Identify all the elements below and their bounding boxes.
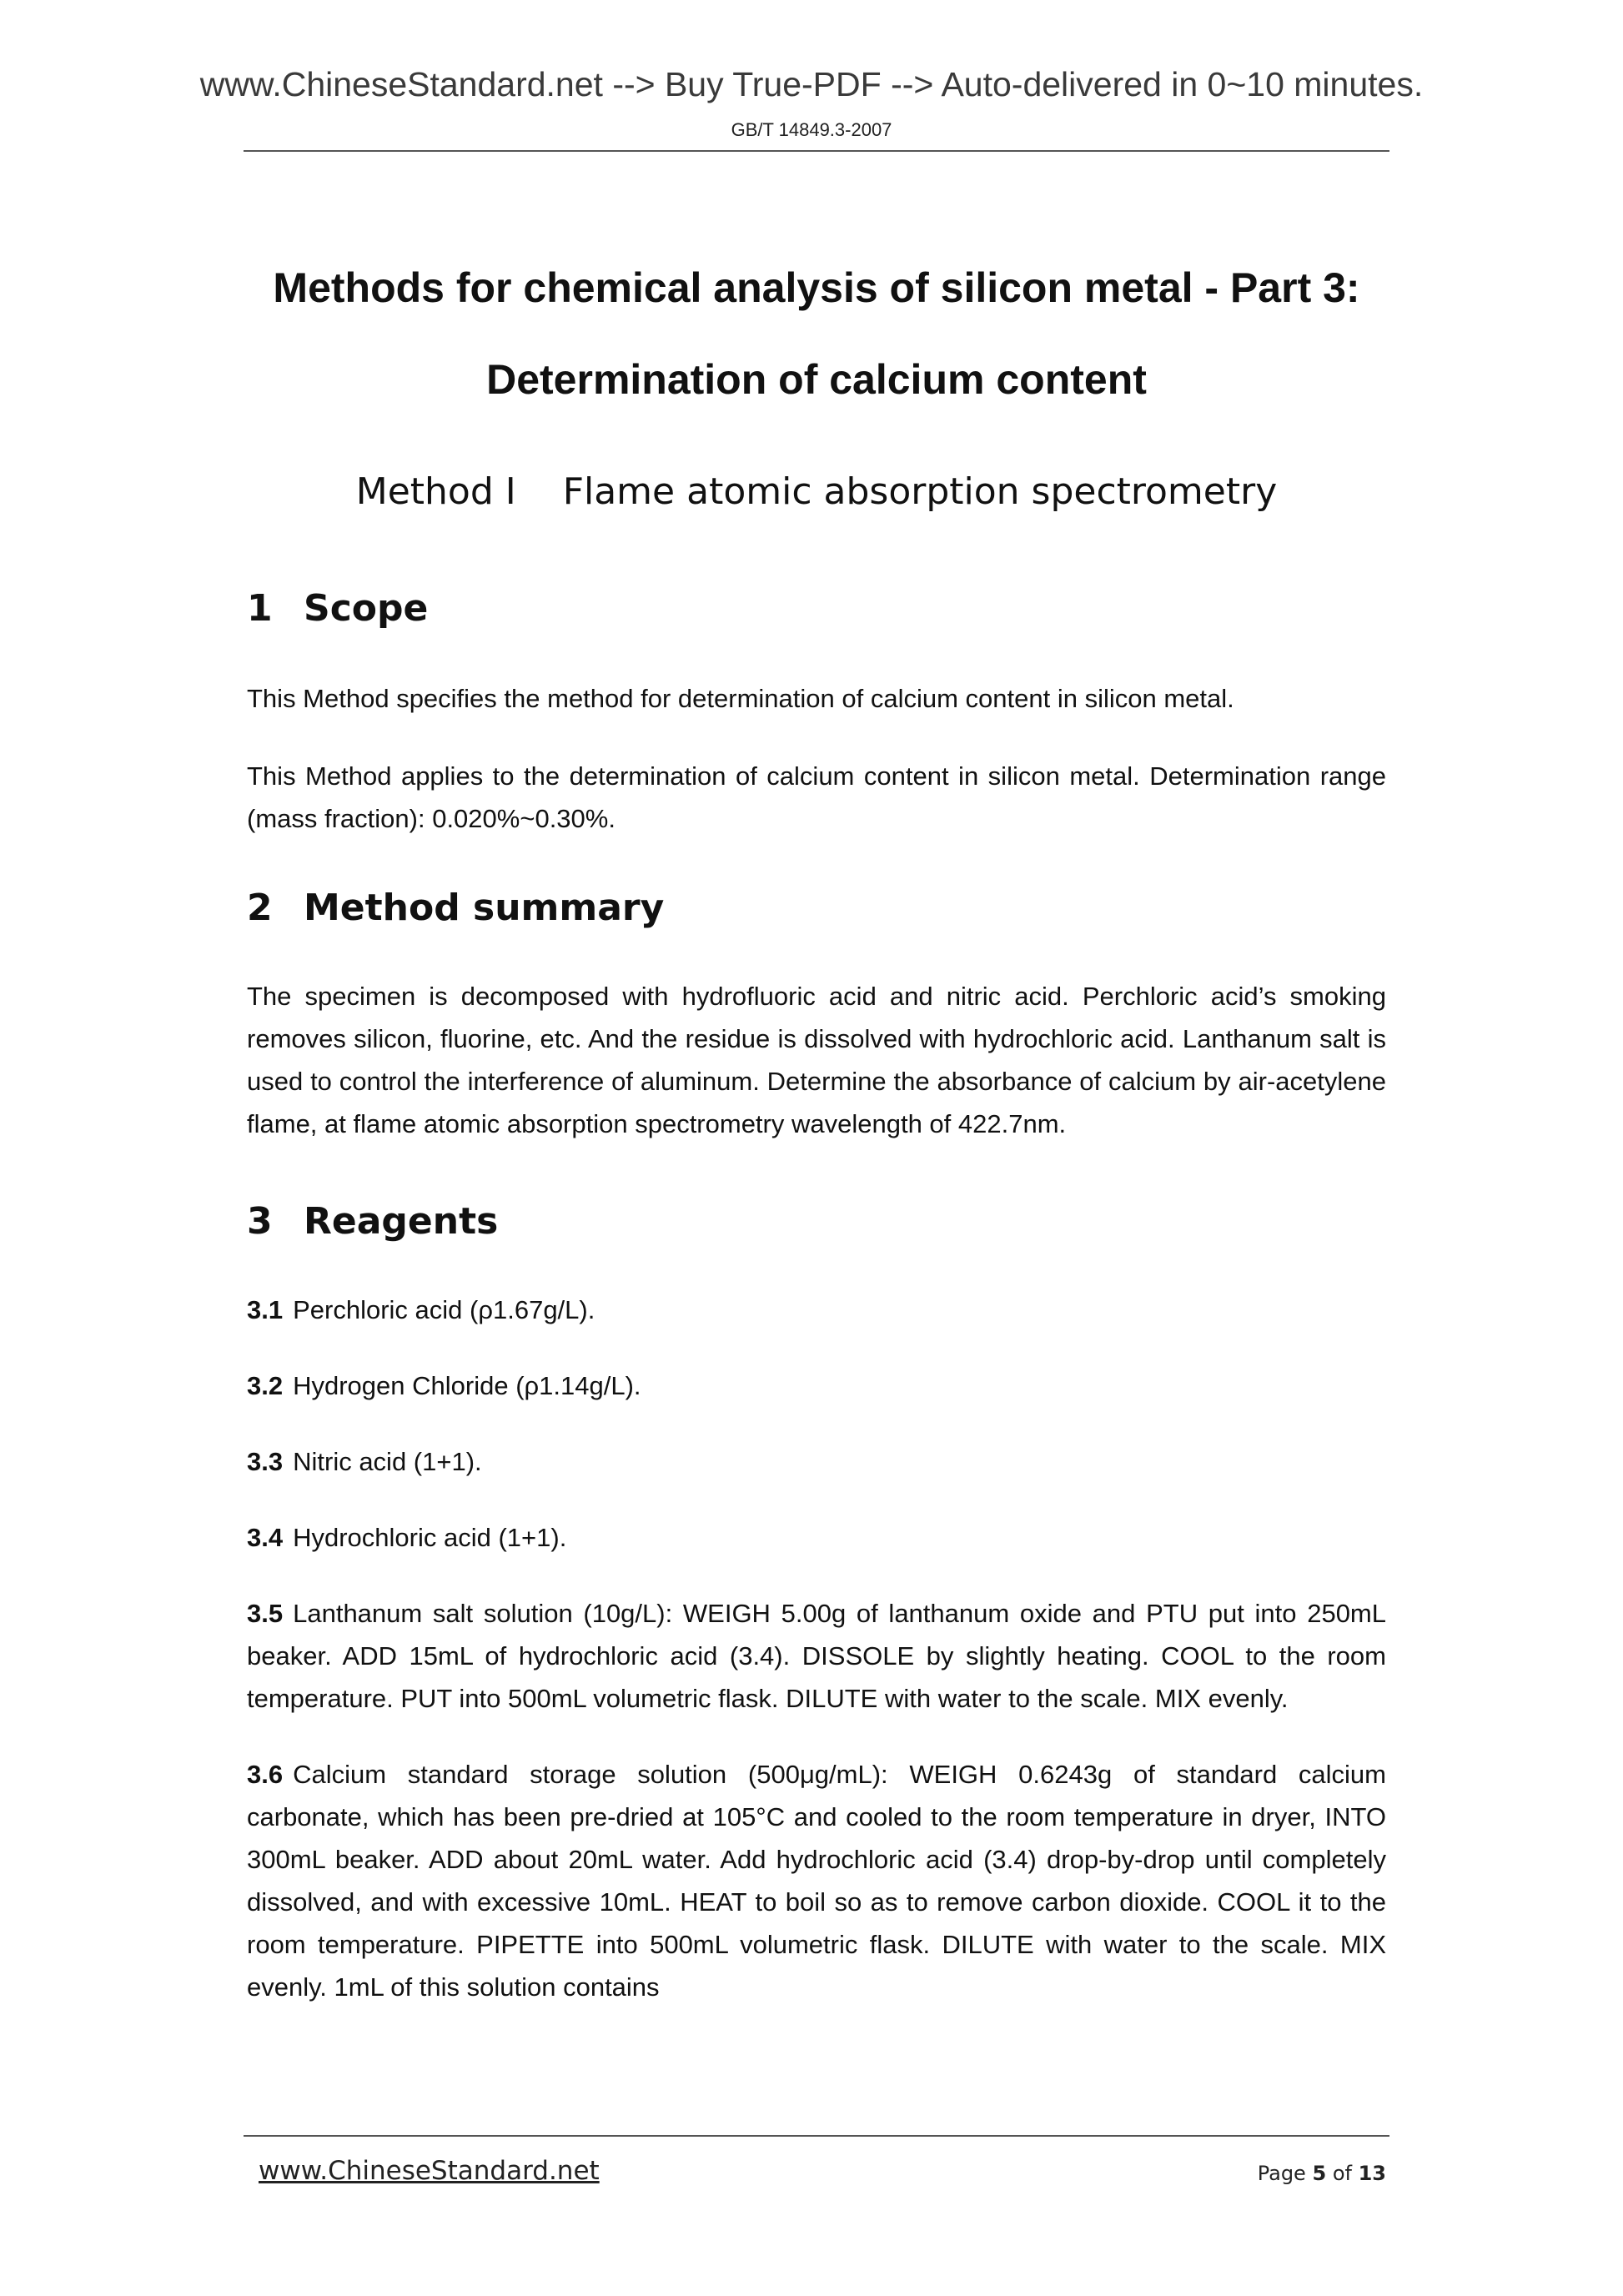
section-title: Reagents: [304, 1200, 499, 1243]
reagent-label: 3.6: [247, 1760, 284, 1789]
reagent-label: 3.1: [247, 1295, 284, 1324]
section-title: Method summary: [304, 887, 665, 929]
reagent-item: [247, 1440, 1386, 1483]
reagent-text: Hydrogen Chloride (ρ1.14g/L).: [293, 1371, 641, 1400]
document-body: [247, 242, 1386, 2008]
method-heading: [247, 467, 1386, 517]
section-reagents-heading: [247, 1197, 1386, 1247]
page-of: of: [1332, 2162, 1352, 2185]
page-word: Page: [1257, 2162, 1306, 2185]
section-number: 3: [247, 1200, 273, 1243]
reagent-item: [247, 1364, 1386, 1407]
top-banner: www.ChineseStandard.net --> Buy True-PDF --> Auto-delivered in 0~10 minutes.: [199, 65, 1424, 103]
reagent-item: [247, 1753, 1386, 2008]
summary-paragraph: The specimen is decomposed with hydrofluoric acid and nitric acid. Perchloric acid’s smoking removes silicon, fluorine, etc. And the residue is dissolved with hydrochloric acid. Lanthanum salt is used to control the interference of aluminum. Determine the absorbance of calcium by air-acetylene flame, at flame atomic absorption spectrometry wavelength of 422.7nm.: [247, 982, 1386, 1138]
document-title: [247, 242, 1386, 425]
reagent-text: Lanthanum salt solution (10g/L): WEIGH 5.00g of lanthanum oxide and PTU put into 250mL beaker. ADD 15mL of hydrochloric acid (3.4). DISSOLE by slightly heating. COOL to the room temperature. PUT into 500mL volumetric flask. DILUTE with water to the scale. MIX evenly.: [247, 1599, 1386, 1713]
section-title: Scope: [304, 587, 429, 630]
reagent-item: [247, 1592, 1386, 1720]
reagent-text: Nitric acid (1+1).: [293, 1447, 482, 1476]
method-number: Method I: [355, 470, 516, 513]
page-number: [1258, 2162, 1386, 2185]
standard-code: GB/T 14849.3-2007: [731, 119, 892, 140]
reagent-text: Calcium standard storage solution (500μg/mL): WEIGH 0.6243g of standard calcium carbonate, which has been pre-dried at 105°C and cooled to the room temperature in dryer, INTO 300mL beaker. ADD about 20mL water. Add hydrochloric acid (3.4) drop-by-drop until completely dissolved, and with excessive 10mL. HEAT to boil so as to remove carbon dioxide. COOL it to the room temperature. PIPETTE into 500mL volumetric flask. DILUTE with water to the scale. MIX evenly. 1mL of this solution contains: [247, 1760, 1386, 2002]
title-line-2: Determination of calcium content: [486, 356, 1147, 403]
reagent-item: [247, 1289, 1386, 1331]
section-scope-heading: [247, 584, 1386, 634]
reagent-label: 3.3: [247, 1447, 284, 1476]
method-name: Flame atomic absorption spectrometry: [562, 470, 1278, 513]
reagent-label: 3.5: [247, 1599, 284, 1628]
reagent-label: 3.2: [247, 1371, 284, 1400]
scope-paragraph-1: This Method specifies the method for determination of calcium content in silicon metal.: [247, 684, 1234, 713]
section-number: 2: [247, 887, 273, 929]
reagent-text: Perchloric acid (ρ1.67g/L).: [293, 1295, 595, 1324]
title-line-1: Methods for chemical analysis of silicon metal - Part 3:: [273, 264, 1360, 311]
page-current: 5: [1312, 2162, 1327, 2185]
section-summary-heading: [247, 883, 1386, 933]
reagent-item: [247, 1516, 1386, 1559]
section-number: 1: [247, 587, 273, 630]
footer-website-link[interactable]: www.ChineseStandard.net: [259, 2156, 600, 2186]
page-total: 13: [1358, 2162, 1386, 2185]
reagent-label: 3.4: [247, 1523, 284, 1552]
header-divider: [244, 150, 1389, 152]
footer-divider: [244, 2135, 1389, 2137]
scope-paragraph-2: This Method applies to the determination of calcium content in silicon metal. Determination range (mass fraction): 0.020%~0.30%.: [247, 761, 1386, 833]
reagent-text: Hydrochloric acid (1+1).: [293, 1523, 567, 1552]
